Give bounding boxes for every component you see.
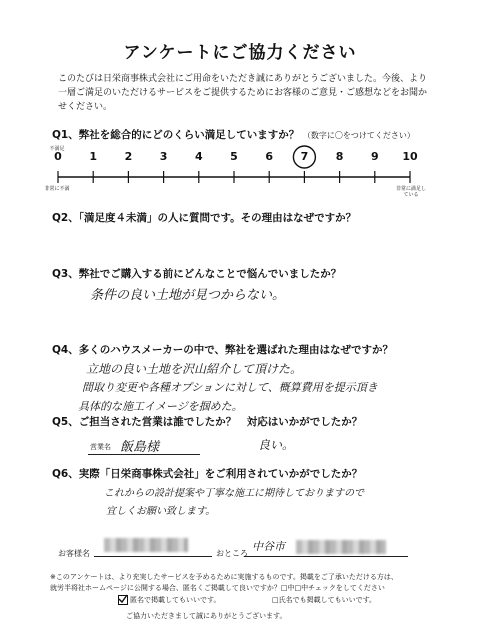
footer-line: ※このアンケートは、より充実したサービスを予めるために実施するものです。掲載をご了承いただける方は、 (50, 573, 398, 581)
full-name-option[interactable]: □氏名でも掲載してもいいです。 (272, 596, 377, 604)
scale-low-top: 不満足 (49, 146, 65, 152)
scale-number[interactable]: 10 (402, 150, 418, 163)
q6-answer-line: 宜しくお願い致します。 (106, 506, 216, 517)
sales-name-label: 営業名 (90, 443, 111, 451)
q6-answer-line: これからの設計提案や丁寧な施工に期待しておりますので (104, 488, 364, 499)
q5-question: Q5、ご担当された営業は誰でしたか？ 対応はいかがでしたか？ (52, 416, 363, 428)
scale-low-bottom: 非常に不満 (44, 186, 70, 192)
selected-score-circle (293, 146, 315, 168)
sales-name: 飯島様 (120, 440, 160, 455)
intro-text: このたびは日栄商事株式会社にご用命をいただき誠にありがとうございました。今後、より一層ご満足のいただけるサービスをご提供するためにお客様のご意見・ご感想などをお聞かせください。 (58, 74, 428, 112)
scale-number[interactable]: 4 (194, 150, 203, 163)
check-mark-icon (118, 594, 128, 604)
footer-line: 就労半将社ホームページに公開する場合、匿名くご掲載して良いですか？□中□中チェックをしてください (50, 584, 385, 592)
scale-number[interactable]: 5 (230, 150, 238, 163)
scale-number[interactable]: 7 (300, 150, 309, 163)
q4-answer-line: 具体的な施工イメージを掴めた。 (78, 400, 243, 413)
anonymous-checkbox[interactable] (118, 595, 128, 605)
scale-number[interactable]: 1 (89, 150, 98, 163)
scale-number[interactable]: 2 (124, 150, 133, 163)
sales-name-underline (88, 454, 200, 455)
scale-number[interactable]: 3 (159, 150, 168, 163)
scale-number[interactable]: 0 (54, 150, 62, 163)
anonymous-option: 匿名で掲載してもいいです。 (130, 596, 221, 604)
page-title: アンケートにご協力ください (123, 43, 357, 63)
address-value: 中谷市 (252, 540, 285, 553)
customer-name-underline (94, 556, 212, 557)
customer-name-label: お客様名 (58, 549, 90, 558)
scale-number[interactable]: 8 (335, 150, 344, 163)
q4-answer-line: 間取り変更や各種オプションに対して、概算費用を提示頂き (82, 381, 378, 394)
q3-answer: 条件の良い土地が見つからない。 (90, 288, 286, 303)
address-redacted (296, 540, 386, 554)
q1-question-text: Q1、弊社を総合的にどのくらい満足していますか？ (52, 129, 300, 141)
scale-high-bottom: 非常に満足している (396, 186, 427, 198)
customer-name-redacted (104, 538, 188, 552)
q3-question: Q3、弊社でご購入する前にどんなことで悩んでいましたか？ (52, 268, 342, 280)
q4-answer-line: 立地の良い土地を沢山紹介して頂けた。 (86, 362, 303, 376)
scale-number[interactable]: 6 (265, 150, 274, 163)
address-underline (244, 556, 408, 557)
scale-number[interactable]: 9 (370, 150, 379, 163)
q5-comment: 良い。 (258, 438, 295, 452)
q6-question: Q6、実際「日栄商事株式会社」をご利用されていかがでしたか？ (52, 468, 363, 480)
address-label: おところ (216, 549, 248, 558)
q1-note: （数字に〇をつけてください） (302, 131, 415, 140)
q2-question: Q2、「満足度４未満」の人に質問です。その理由はなぜですか？ (52, 212, 357, 224)
q4-question: Q4、多くのハウスメーカーの中で、弊社を選ばれた理由はなぜですか？ (52, 344, 393, 356)
thanks-text: ご協力いただきまして誠にありがとうございます。 (126, 612, 287, 620)
